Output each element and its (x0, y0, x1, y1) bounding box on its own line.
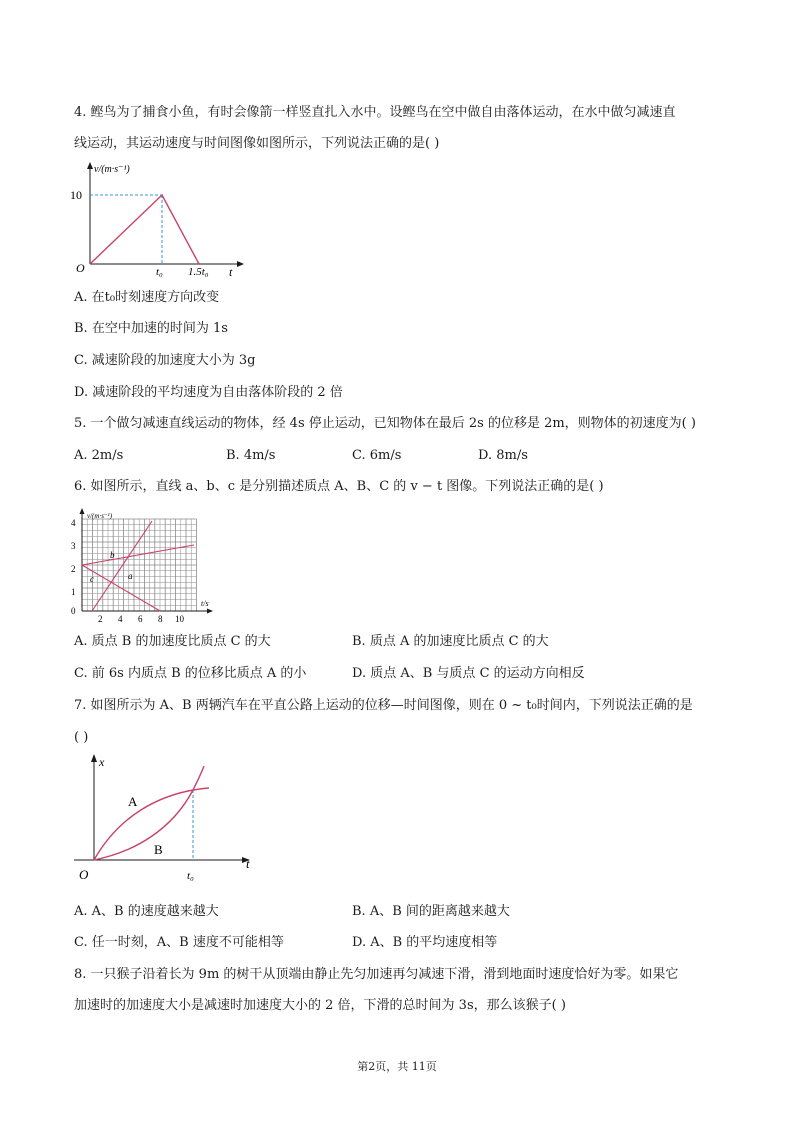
q6-option-d: D. 质点 A、B 与质点 C 的运动方向相反 (352, 666, 585, 681)
q6-option-c: C. 前 6s 内质点 B 的位移比质点 A 的小 (74, 666, 307, 681)
q6-ytick-2: 2 (71, 564, 76, 574)
q4-xtick-t0: t₀ (156, 266, 163, 278)
q7-stem-line1: 7. 如图所示为 A、B 两辆汽车在平直公路上运动的位移—时间图像，则在 0 ~ t₀时间内，下列说法正确的是 (74, 698, 693, 713)
q5-option-d: D. 8m/s (478, 448, 528, 463)
q6-ytick-1: 1 (71, 587, 76, 597)
q7-curve-B (94, 766, 204, 860)
q7-option-a: A. A、B 的速度越来越大 (74, 904, 219, 919)
q4-stem-line2: 线运动，其运动速度与时间图像如图所示，下列说法正确的是( ) (74, 136, 440, 151)
q8-stem-line1: 8. 一只猴子沿着长为 9m 的树干从顶端由静止先匀加速再匀减速下滑，滑到地面时速度恰好为零。如果它 (74, 967, 679, 982)
q6-label-a: a (128, 571, 133, 581)
q5-option-c: C. 6m/s (352, 448, 402, 463)
q5-option-b: B. 4m/s (226, 448, 276, 463)
q6-ylabel: v/(m·s⁻¹) (87, 512, 113, 520)
q4-option-b: B. 在空中加速的时间为 1s (74, 321, 228, 336)
q6-option-b: B. 质点 A 的加速度比质点 C 的大 (352, 634, 549, 649)
q4-xlabel: t (229, 265, 233, 279)
q8-stem-line2: 加速时的加速度大小是减速时加速度大小的 2 倍，下滑的总时间为 3s，那么该猴子( ) (74, 998, 566, 1013)
q7-xt-graph (72, 752, 258, 884)
q7-xtick-t0: t₀ (187, 870, 194, 882)
q7-option-d: D. A、B 的平均速度相等 (352, 935, 498, 950)
q6-xtick-4: 4 (118, 614, 123, 624)
q6-xtick-10: 10 (175, 614, 184, 624)
q6-xtick-8: 8 (158, 614, 163, 624)
q7-xlabel: t (246, 856, 250, 871)
page-footer: 第2页，共 11页 (357, 1060, 437, 1073)
q7-option-c: C. 任一时刻，A、B 速度不可能相等 (74, 935, 284, 950)
q6-option-a: A. 质点 B 的加速度比质点 C 的大 (74, 634, 271, 649)
q4-option-c: C. 减速阶段的加速度大小为 3g (74, 353, 256, 368)
q4-stem-line1: 4. 鲣鸟为了捕食小鱼，有时会像箭一样竖直扎入水中。设鲣鸟在空中做自由落体运动，在水中做匀减速直 (74, 105, 676, 120)
q6-xtick-2: 2 (98, 614, 103, 624)
q6-xtick-6: 6 (138, 614, 143, 624)
q4-vt-graph (68, 160, 248, 280)
q4-ytick-10: 10 (70, 188, 82, 202)
q4-ylabel: v/(m·s⁻¹) (94, 164, 130, 175)
q6-label-c: c (90, 574, 94, 584)
q6-vt-graph (66, 506, 220, 626)
q7-option-b: B. A、B 间的距离越来越大 (352, 904, 510, 919)
q7-origin: O (79, 867, 89, 882)
q7-ylabel: x (99, 755, 105, 769)
q6-stem: 6. 如图所示，直线 a、b、c 是分别描述质点 A、B、C 的 v − t 图像。下列说法正确的是( ) (74, 479, 604, 494)
q4-option-a: A. 在t₀时刻速度方向改变 (74, 290, 220, 305)
q6-label-b: b (110, 550, 115, 560)
q5-option-a: A. 2m/s (74, 448, 124, 463)
q6-line-a (92, 521, 152, 611)
q6-xlabel: t/s (201, 599, 209, 608)
q7-stem-line2: ( ) (74, 730, 89, 745)
q4-xtick-1.5t0: 1.5t₀ (188, 266, 209, 278)
q6-ytick-0: 0 (71, 606, 76, 616)
q6-ytick-3: 3 (71, 541, 76, 551)
q4-option-d: D. 减速阶段的平均速度为自由落体阶段的 2 倍 (74, 385, 343, 400)
q7-curve-A (94, 788, 209, 860)
q7-label-B: B (154, 842, 163, 857)
q4-origin: O (76, 261, 85, 275)
q7-label-A: A (128, 794, 138, 809)
q6-ytick-4: 4 (71, 518, 76, 528)
q5-stem: 5. 一个做匀减速直线运动的物体，经 4s 停止运动，已知物体在最后 2s 的位移是 2m，则物体的初速度为( ) (74, 416, 696, 431)
